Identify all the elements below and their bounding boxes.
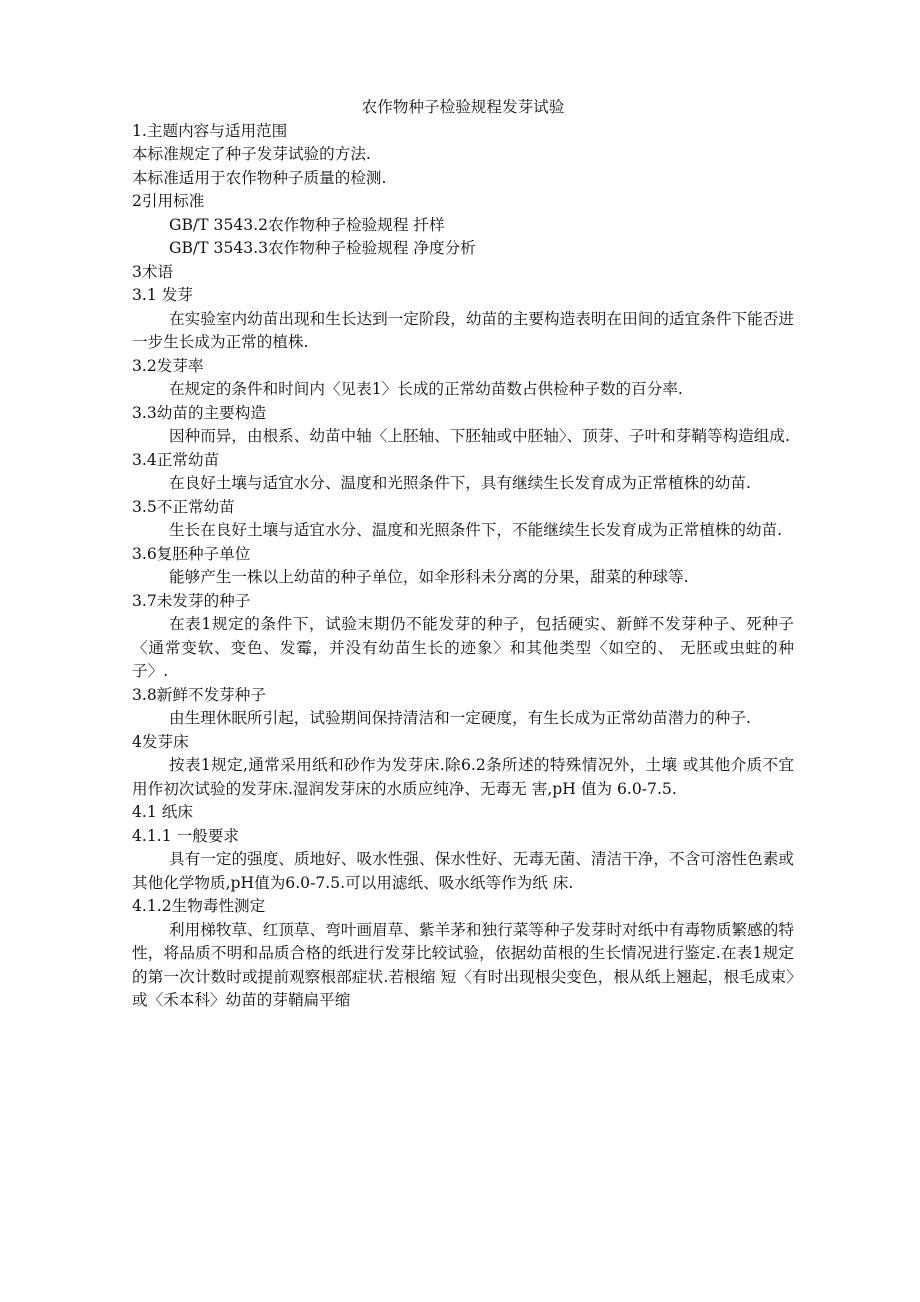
general-requirements-text: 具有一定的强度、质地好、吸水性强、保水性好、无毒无菌、清洁干净，不含可溶性色素或其他化学物质,pH值为6.0-7.5.可以用滤纸、吸水纸等作为纸 床. — [132, 850, 794, 892]
term-heading-3-4: 3.4正常幼苗 — [132, 450, 220, 469]
term-text-3-8: 由生理休眠所引起，试验期间保持清洁和一定硬度，有生长成为正常幼苗潜力的种子. — [169, 709, 751, 727]
reference-standard-1: GB/T 3543.2农作物种子检验规程 扦样 — [169, 215, 445, 234]
term-heading-3-6: 3.6复胚种子单位 — [132, 544, 251, 563]
term-text-3-4: 在良好土壤与适宜水分、温度和光照条件下，具有继续生长发育成为正常植株的幼苗. — [169, 474, 751, 492]
section-heading-3: 3术语 — [132, 262, 174, 281]
term-heading-3-1: 3.1 发芽 — [132, 286, 193, 304]
term-text-3-3: 因种而异，由根系、幼苗中轴〈上胚轴、下胚轴或中胚轴〉、顶芽、子叶和芽鞘等构造组成. — [169, 427, 790, 445]
term-heading-3-5: 3.5不正常幼苗 — [132, 497, 235, 516]
toxicity-test-text: 利用梯牧草、红顶草、弯叶画眉草、紫羊茅和独行菜等种子发芽时对纸中有毒物质繁感的特性，将品质不明和品质合格的纸进行发芽比较试验，依据幼苗根的生长情况进行鉴定.在表1规定的第一次计数时或提前观察根部症状.若根缩 短〈有时出现根尖变色，根从纸上翘起，根毛成束〉或〈禾本科〉幼苗的芽鞘扁平缩 — [132, 920, 794, 1009]
term-heading-3-8: 3.8新鲜不发芽种子 — [132, 685, 266, 704]
reference-standard-2: GB/T 3543.3农作物种子检验规程 净度分析 — [169, 239, 476, 257]
subsection-heading-4-1-1: 4.1.1 一般要求 — [132, 826, 240, 845]
term-text-3-1: 在实验室内幼苗出现和生长达到一定阶段，幼苗的主要构造表明在田间的适宜条件下能否进一步生长成为正常的植株. — [132, 309, 794, 351]
document-title: 农作物种子检验规程发芽试验 — [361, 98, 565, 116]
term-heading-3-3: 3.3幼苗的主要构造 — [132, 403, 266, 422]
scope-line-1: 本标准规定了种子发芽试验的方法. — [132, 145, 371, 163]
term-text-3-7: 在表1规定的条件下，试验末期仍不能发芽的种子，包括硬实、新鲜不发芽种子、死种子〈通常变软、变色、发霉，并没有幼苗生长的迹象〉和其他类型〈如空的、 无胚或虫蛀的种子〉. — [132, 615, 794, 680]
section-heading-2: 2引用标准 — [132, 192, 205, 210]
term-heading-3-2: 3.2发芽率 — [132, 356, 204, 375]
section-heading-1: 1.主题内容与适用范围 — [132, 121, 288, 140]
germination-bed-text: 按表1规定,通常采用纸和砂作为发芽床.除6.2条所述的特殊情况外，土壤 或其他介质不宜用作初次试验的发芽床.湿润发芽床的水质应纯净、无毒无 害,pH 值为 6.0-7.5. — [132, 756, 794, 798]
section-heading-4: 4发芽床 — [132, 732, 189, 751]
term-heading-3-7: 3.7未发芽的种子 — [132, 591, 251, 610]
term-text-3-2: 在规定的条件和时间内〈见表1〉长成的正常幼苗数占供检种子数的百分率. — [169, 380, 683, 398]
scope-line-2: 本标准适用于农作物种子质量的检测. — [132, 168, 387, 187]
subsection-heading-4-1-2: 4.1.2生物毒性测定 — [132, 897, 266, 915]
term-text-3-6: 能够产生一株以上幼苗的种子单位，如伞形科未分离的分果，甜菜的种球等. — [169, 568, 689, 586]
term-text-3-5: 生长在良好土壤与适宜水分、温度和光照条件下，不能继续生长发育成为正常植株的幼苗. — [169, 521, 783, 539]
subsection-heading-4-1: 4.1 纸床 — [132, 803, 193, 821]
document-page — [132, 96, 794, 1013]
